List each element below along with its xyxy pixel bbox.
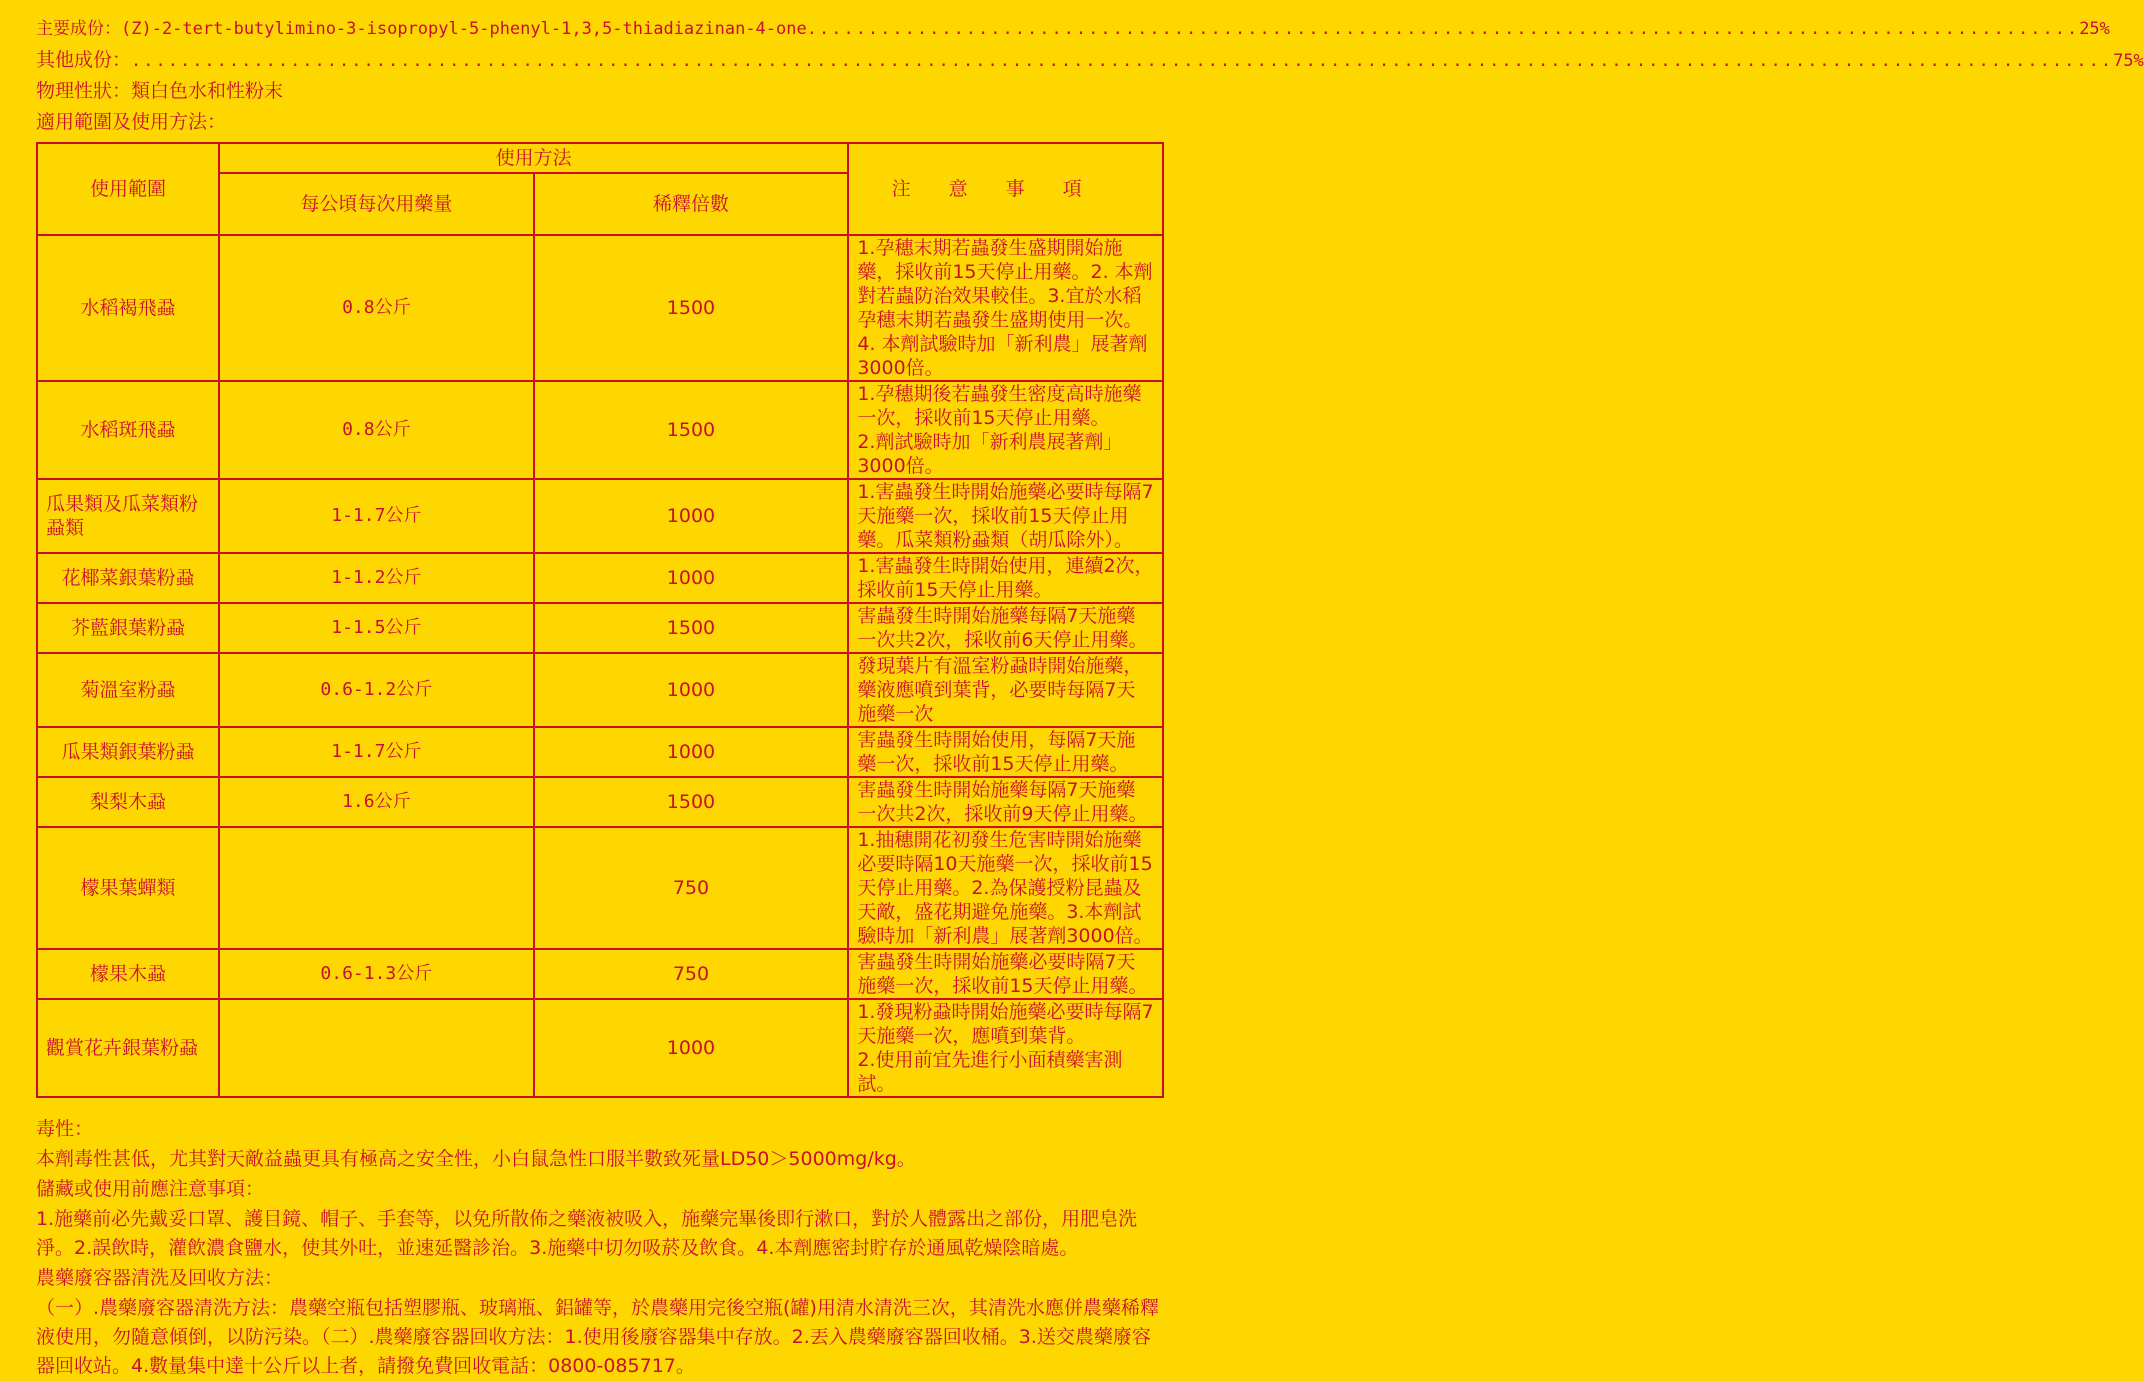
row-scope: 水稻褐飛蝨: [37, 235, 219, 381]
row-notes: 害蟲發生時開始使用，每隔7天施藥一次，採收前15天停止用藥。: [848, 727, 1163, 777]
row-scope: 水稻斑飛蝨: [37, 381, 219, 479]
other-ingredient-line: [36, 45, 2144, 76]
other-ingredient-label: 其他成份：: [36, 49, 132, 71]
header-dilution: 稀釋倍數: [534, 173, 849, 235]
main-ingredient-line: [36, 14, 2110, 45]
row-dilution: 1000: [534, 653, 849, 727]
row-notes: 害蟲發生時開始施藥每隔7天施藥一次共2次，採收前9天停止用藥。: [848, 777, 1163, 827]
row-dose: 1-1.2公斤: [219, 553, 534, 603]
container-title: 農藥廢容器清洗及回收方法：: [36, 1267, 284, 1289]
table-row: [37, 381, 1163, 479]
row-notes: 1.孕穗期後若蟲發生密度高時施藥一次，採收前15天停止用藥。 2.劑試驗時加「新利農展著劑」3000倍。: [848, 381, 1163, 479]
table-row: [37, 603, 1163, 653]
row-notes: 害蟲發生時開始施藥必要時隔7天施藥一次，採收前15天停止用藥。: [848, 949, 1163, 999]
toxicity-title: 毒性：: [36, 1118, 94, 1140]
container-text: （一）.農藥廢容器清洗方法：農藥空瓶包括塑膠瓶、玻璃瓶、鋁罐等，於農藥用完後空瓶(罐)用清水清洗三次，其清洗水應併農藥稀釋液使用，勿隨意傾倒，以防污染。（二）.農藥廢容器回收方法：1.使用後廢容器集中存放。2.丟入農藥廢容器回收桶。3.送交農藥廢容器回收站。4.數量集中達十公斤以上者，請撥免費回收電話：0800-085717。: [36, 1297, 1159, 1377]
table-row: [37, 235, 1163, 381]
row-dilution: 750: [534, 949, 849, 999]
row-notes: 1.害蟲發生時開始施藥必要時每隔7天施藥一次，採收前15天停止用藥。瓜菜類粉蝨類（胡瓜除外）。: [848, 479, 1163, 553]
row-dilution: 1500: [534, 777, 849, 827]
row-scope: 瓜果類及瓜菜類粉蝨類: [37, 479, 219, 553]
row-notes: 害蟲發生時開始施藥每隔7天施藥一次共2次，採收前6天停止用藥。: [848, 603, 1163, 653]
row-notes: 1.害蟲發生時開始使用，連續2次，採收前15天停止用藥。: [848, 553, 1163, 603]
leader-dots: ..................................................................................................................................................................: [131, 51, 2114, 71]
header-notes: 注意事項: [848, 143, 1163, 235]
row-dose: 0.6-1.2公斤: [219, 653, 534, 727]
row-scope: 梨梨木蝨: [37, 777, 219, 827]
row-dilution: 1000: [534, 999, 849, 1097]
row-dose: 1-1.7公斤: [219, 727, 534, 777]
row-scope: 檬果葉蟬類: [37, 827, 219, 949]
row-scope: 觀賞花卉銀葉粉蝨: [37, 999, 219, 1097]
header-scope: 使用範圍: [37, 143, 219, 235]
row-dose: 1-1.7公斤: [219, 479, 534, 553]
leader-dots: ........................................................................................................: [806, 19, 2080, 39]
row-notes: 1.孕穗末期若蟲發生盛期開始施藥，採收前15天停止用藥。2. 本劑對若蟲防治效果較佳。3.宜於水稻孕穗末期若蟲發生盛期使用一次。4. 本劑試驗時加「新利農」展著劑3000倍。: [848, 235, 1163, 381]
physical-state: 物理性狀：類白色水和性粉末: [36, 80, 284, 102]
row-scope: 芥藍銀葉粉蝨: [37, 603, 219, 653]
row-dose: 0.6-1.3公斤: [219, 949, 534, 999]
usage-table: [36, 142, 1164, 1098]
row-notes: 1.發現粉蝨時開始施藥必要時每隔7天施藥一次，應噴到葉背。 2.使用前宜先進行小面積藥害測試。: [848, 999, 1163, 1097]
label-document: [36, 14, 2144, 1381]
main-ingredient-percent: 25%: [2079, 19, 2110, 39]
row-notes: 發現葉片有溫室粉蝨時開始施藥，藥液應噴到葉背，必要時每隔7天施藥一次: [848, 653, 1163, 727]
row-scope: 檬果木蝨: [37, 949, 219, 999]
table-row: [37, 827, 1163, 949]
other-ingredient-percent: 75%: [2113, 51, 2144, 71]
header-dose: 每公頃每次用藥量: [219, 173, 534, 235]
storage-title: 儲藏或使用前應注意事項：: [36, 1178, 265, 1200]
row-dilution: 1000: [534, 479, 849, 553]
storage-text: 1.施藥前必先戴妥口罩、護目鏡、帽子、手套等，以免所散佈之藥液被吸入，施藥完畢後即行漱口，對於人體露出之部份，用肥皂洗淨。2.誤飲時，灌飲濃食鹽水，使其外吐，並速延醫診治。3.施藥中切勿吸菸及飲食。4.本劑應密封貯存於通風乾燥陰暗處。: [36, 1208, 1138, 1259]
table-row: [37, 479, 1163, 553]
row-dilution: 1500: [534, 381, 849, 479]
row-scope: 花椰菜銀葉粉蝨: [37, 553, 219, 603]
table-row: [37, 999, 1163, 1097]
row-scope: 菊溫室粉蝨: [37, 653, 219, 727]
table-row: [37, 949, 1163, 999]
row-dose: [219, 999, 534, 1097]
scope-title: 適用範圍及使用方法：: [36, 111, 227, 133]
row-dose: 1.6公斤: [219, 777, 534, 827]
row-dose: 1-1.5公斤: [219, 603, 534, 653]
toxicity-text: 本劑毒性甚低，尤其對天敵益蟲更具有極高之安全性，小白鼠急性口服半數致死量LD50＞5000mg/kg。: [36, 1148, 916, 1170]
header-method: 使用方法: [219, 143, 848, 173]
row-dose: 0.8公斤: [219, 235, 534, 381]
table-row: [37, 777, 1163, 827]
row-dilution: 1000: [534, 553, 849, 603]
row-dose: [219, 827, 534, 949]
row-notes: 1.抽穗開花初發生危害時開始施藥必要時隔10天施藥一次，採收前15天停止用藥。2.為保護授粉昆蟲及天敵，盛花期避免施藥。3.本劑試驗時加「新利農」展著劑3000倍。: [848, 827, 1163, 949]
row-dilution: 1500: [534, 603, 849, 653]
row-dose: 0.8公斤: [219, 381, 534, 479]
row-dilution: 750: [534, 827, 849, 949]
row-dilution: 1000: [534, 727, 849, 777]
table-row: [37, 553, 1163, 603]
main-ingredient-label: 主要成份：(Z)-2-tert-butylimino-3-isopropyl-5-phenyl-1,3,5-thiadiazinan-4-one: [36, 19, 807, 39]
table-row: [37, 727, 1163, 777]
table-row: [37, 653, 1163, 727]
row-scope: 瓜果類銀葉粉蝨: [37, 727, 219, 777]
row-dilution: 1500: [534, 235, 849, 381]
